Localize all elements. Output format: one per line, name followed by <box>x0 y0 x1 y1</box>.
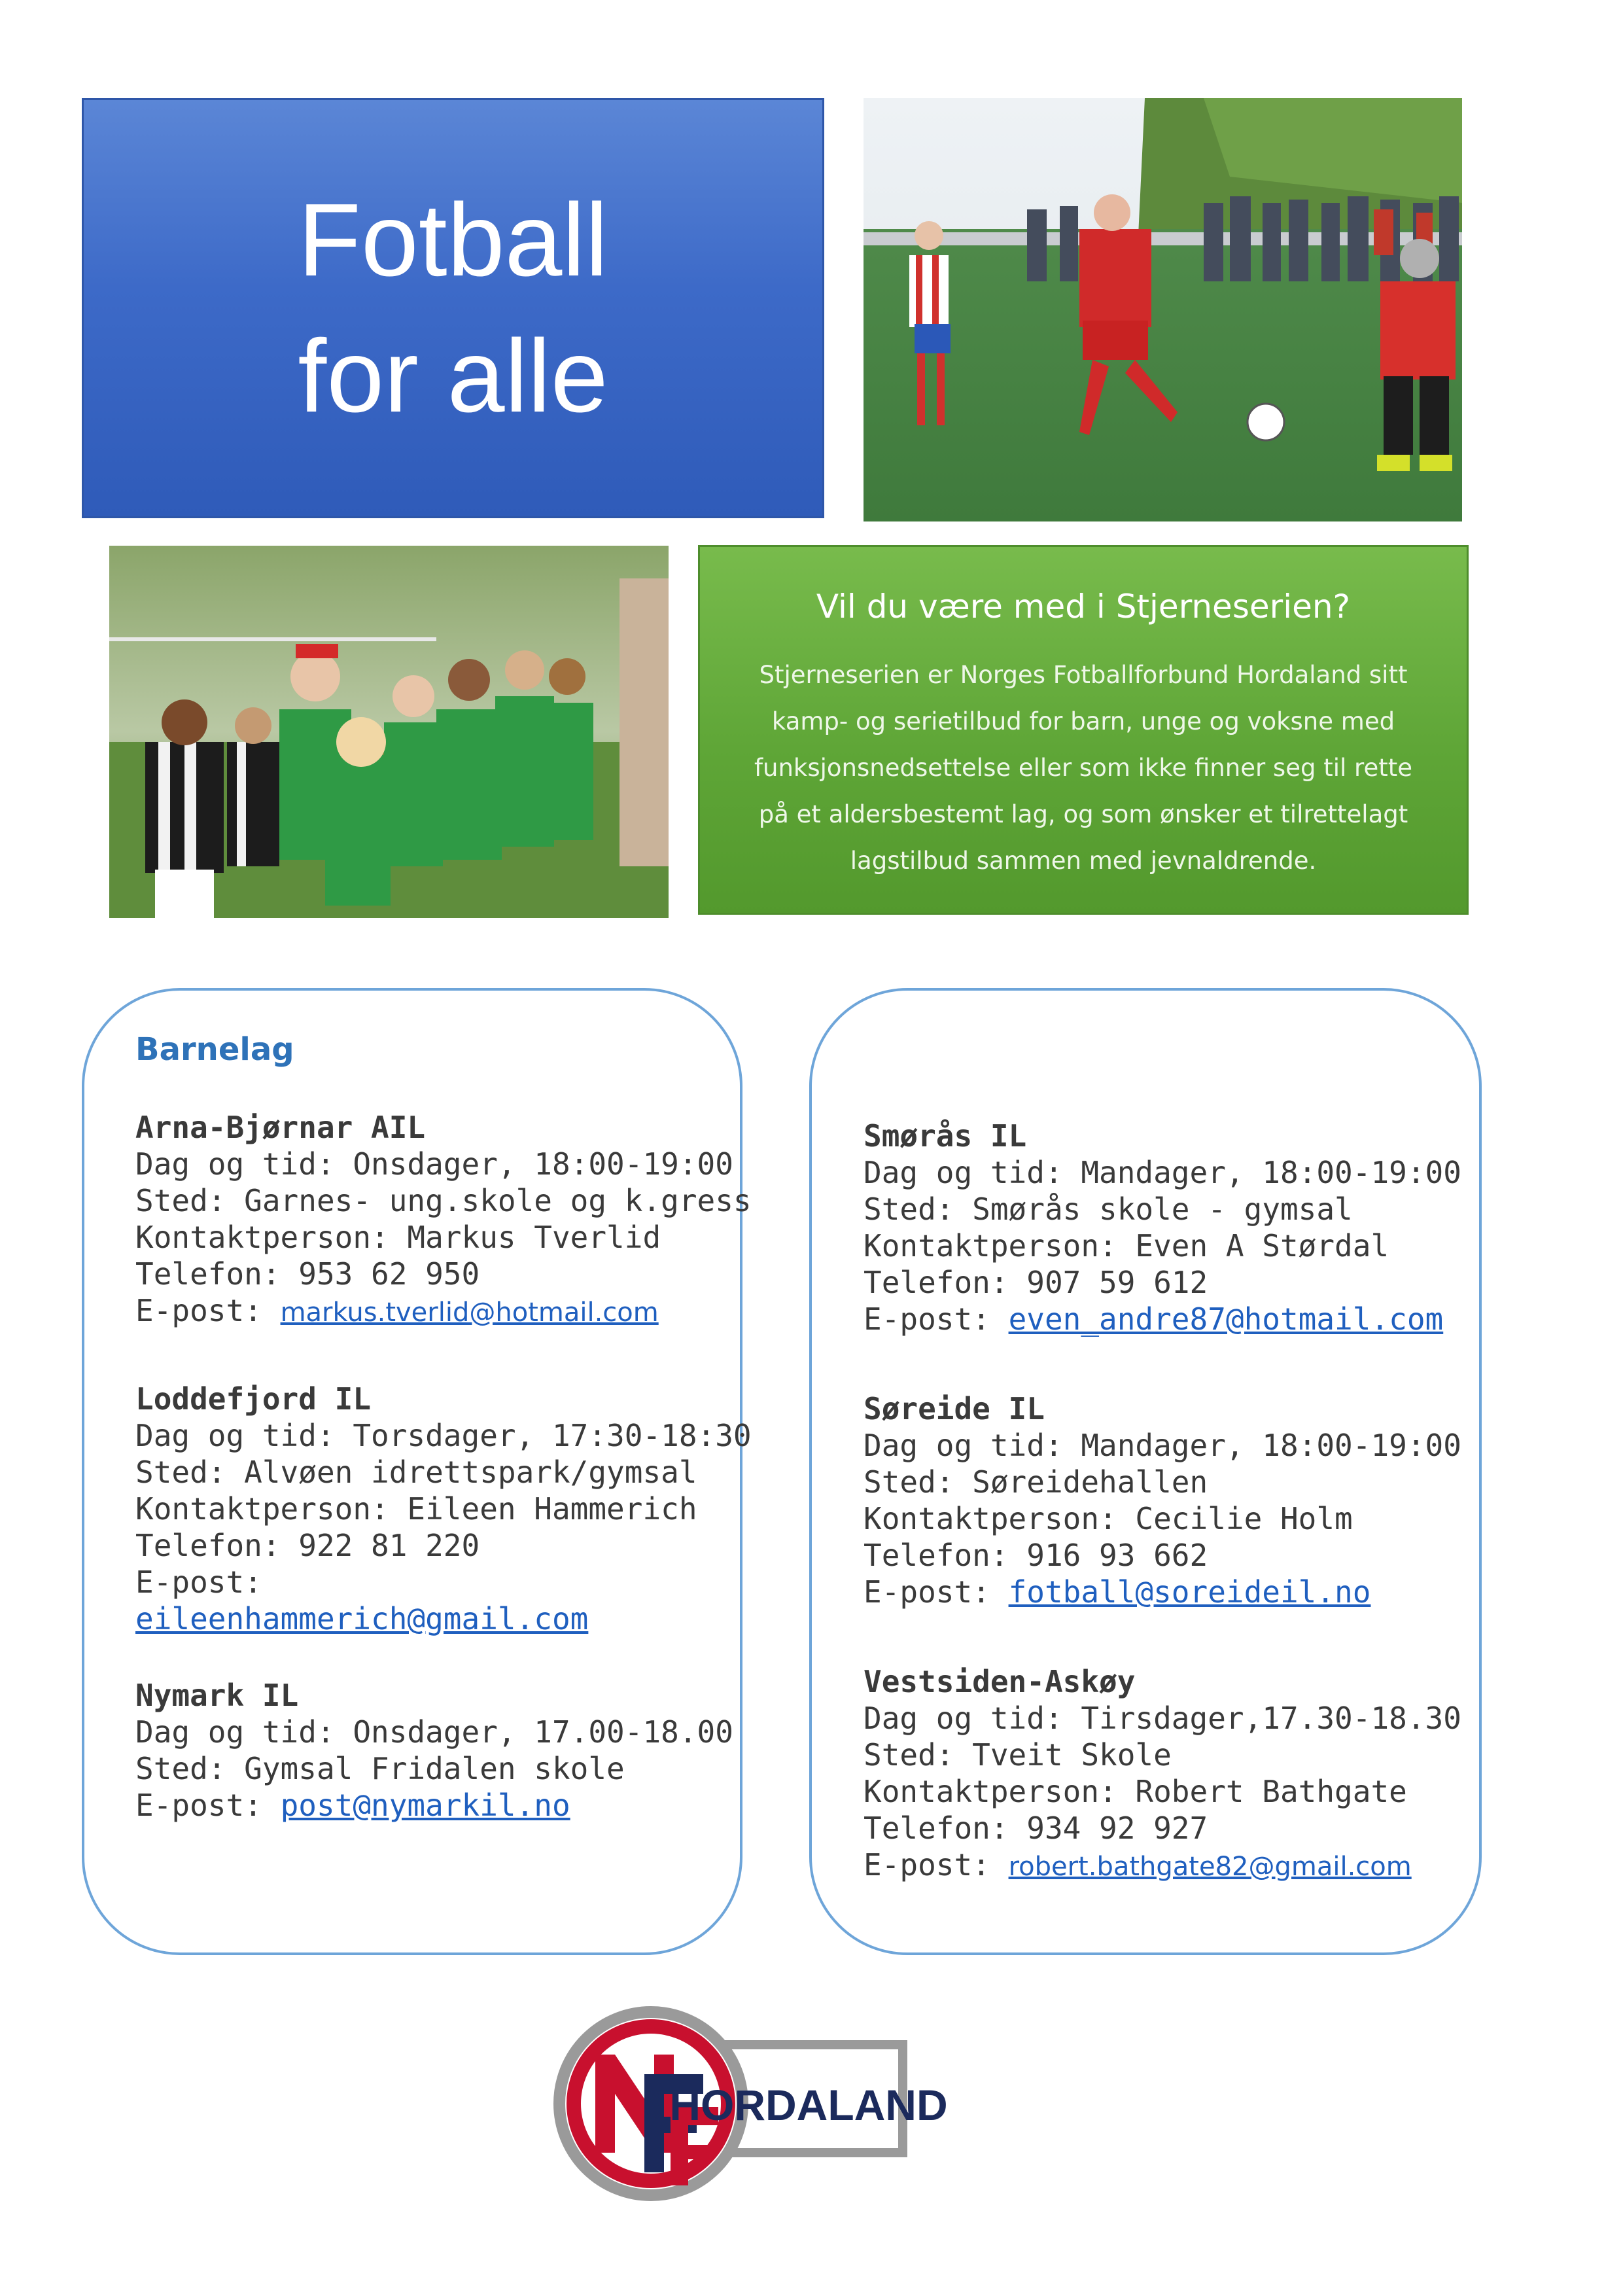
email-link[interactable]: fotball@soreideil.no <box>1008 1574 1371 1610</box>
club-time: Dag og tid: Tirsdager,17.30-18.30 <box>864 1701 1461 1736</box>
title-line-2: for alle <box>298 319 608 434</box>
club-phone: Telefon: 907 59 612 <box>864 1265 1208 1300</box>
info-heading: Vil du være med i Stjerneserien? <box>816 588 1351 626</box>
club-place: Sted: Gymsal Fridalen skole <box>135 1751 625 1786</box>
club-place: Sted: Alvøen idrettspark/gymsal <box>135 1455 697 1490</box>
club-contact: Kontaktperson: Cecilie Holm <box>864 1501 1353 1536</box>
info-line: kamp- og serietilbud for barn, unge og voksne med <box>771 707 1395 735</box>
club-phone: Telefon: 916 93 662 <box>864 1538 1208 1573</box>
logo-text: HORDALAND <box>669 2081 948 2129</box>
info-line: Stjerneserien er Norges Fotballforbund Hordaland sitt <box>759 661 1408 689</box>
email-label: E-post: <box>135 1564 262 1600</box>
club-contact: Kontaktperson: Markus Tverlid <box>135 1220 661 1255</box>
club-time: Dag og tid: Onsdager, 18:00-19:00 <box>135 1146 733 1182</box>
club-place: Sted: Garnes- ung.skole og k.gress <box>135 1183 752 1218</box>
email-link[interactable]: post@nymarkil.no <box>280 1788 570 1823</box>
club-time: Dag og tid: Torsdager, 17:30-18:30 <box>135 1418 752 1453</box>
club-place: Sted: Tveit Skole <box>864 1737 1172 1773</box>
email-label: E-post: <box>864 1847 1009 1882</box>
club-contact: Kontaktperson: Eileen Hammerich <box>135 1491 697 1527</box>
children-photo <box>109 546 669 918</box>
club-contact: Kontaktperson: Even A Størdal <box>864 1228 1389 1263</box>
club-name: Arna-Bjørnar AIL <box>135 1110 426 1145</box>
email-label: E-post: <box>135 1788 281 1823</box>
club-phone: Telefon: 934 92 927 <box>864 1810 1208 1846</box>
title-box <box>82 98 824 518</box>
club-phone: Telefon: 922 81 220 <box>135 1528 480 1563</box>
title-line-1: Fotball <box>298 183 608 298</box>
club-name: Smørås IL <box>864 1118 1027 1154</box>
club-nymark <box>135 1677 733 1824</box>
email-link[interactable]: eileenhammerich@gmail.com <box>135 1601 589 1636</box>
email-label: E-post: <box>135 1293 281 1328</box>
email-label: E-post: <box>864 1574 1009 1610</box>
club-name: Søreide IL <box>864 1391 1045 1426</box>
club-place: Sted: Smørås skole - gymsal <box>864 1192 1353 1227</box>
club-arna-bjornar <box>135 1109 752 1331</box>
club-time: Dag og tid: Onsdager, 17.00-18.00 <box>135 1714 733 1750</box>
club-name: Vestsiden-Askøy <box>864 1664 1136 1699</box>
club-soreide <box>864 1390 1461 1610</box>
info-line: på et aldersbestemt lag, og som ønsker et tilrettelagt <box>758 800 1408 828</box>
info-line: lagstilbud sammen med jevnaldrende. <box>850 847 1317 875</box>
email-link[interactable]: even_andre87@hotmail.com <box>1008 1301 1444 1337</box>
club-time: Dag og tid: Mandager, 18:00-19:00 <box>864 1428 1461 1463</box>
club-place: Sted: Søreidehallen <box>864 1464 1208 1500</box>
match-photo <box>864 98 1462 521</box>
section-title: Barnelag <box>135 1031 294 1068</box>
info-line: funksjonsnedsettelse eller som ikke finner seg til rette <box>754 754 1412 782</box>
email-label: E-post: <box>864 1301 1009 1337</box>
info-box <box>698 545 1469 915</box>
email-link[interactable]: robert.bathgate82@gmail.com <box>1008 1852 1412 1882</box>
club-name: Nymark IL <box>135 1678 299 1713</box>
club-phone: Telefon: 953 62 950 <box>135 1256 480 1292</box>
club-vestsiden-askoy <box>864 1663 1461 1885</box>
club-name: Loddefjord IL <box>135 1381 372 1417</box>
email-link[interactable]: markus.tverlid@hotmail.com <box>280 1298 659 1328</box>
club-contact: Kontaktperson: Robert Bathgate <box>864 1774 1407 1809</box>
club-loddefjord <box>135 1381 752 1637</box>
nff-hordaland-logo <box>550 2002 1007 2205</box>
club-time: Dag og tid: Mandager, 18:00-19:00 <box>864 1155 1461 1190</box>
club-smoras <box>864 1118 1461 1337</box>
